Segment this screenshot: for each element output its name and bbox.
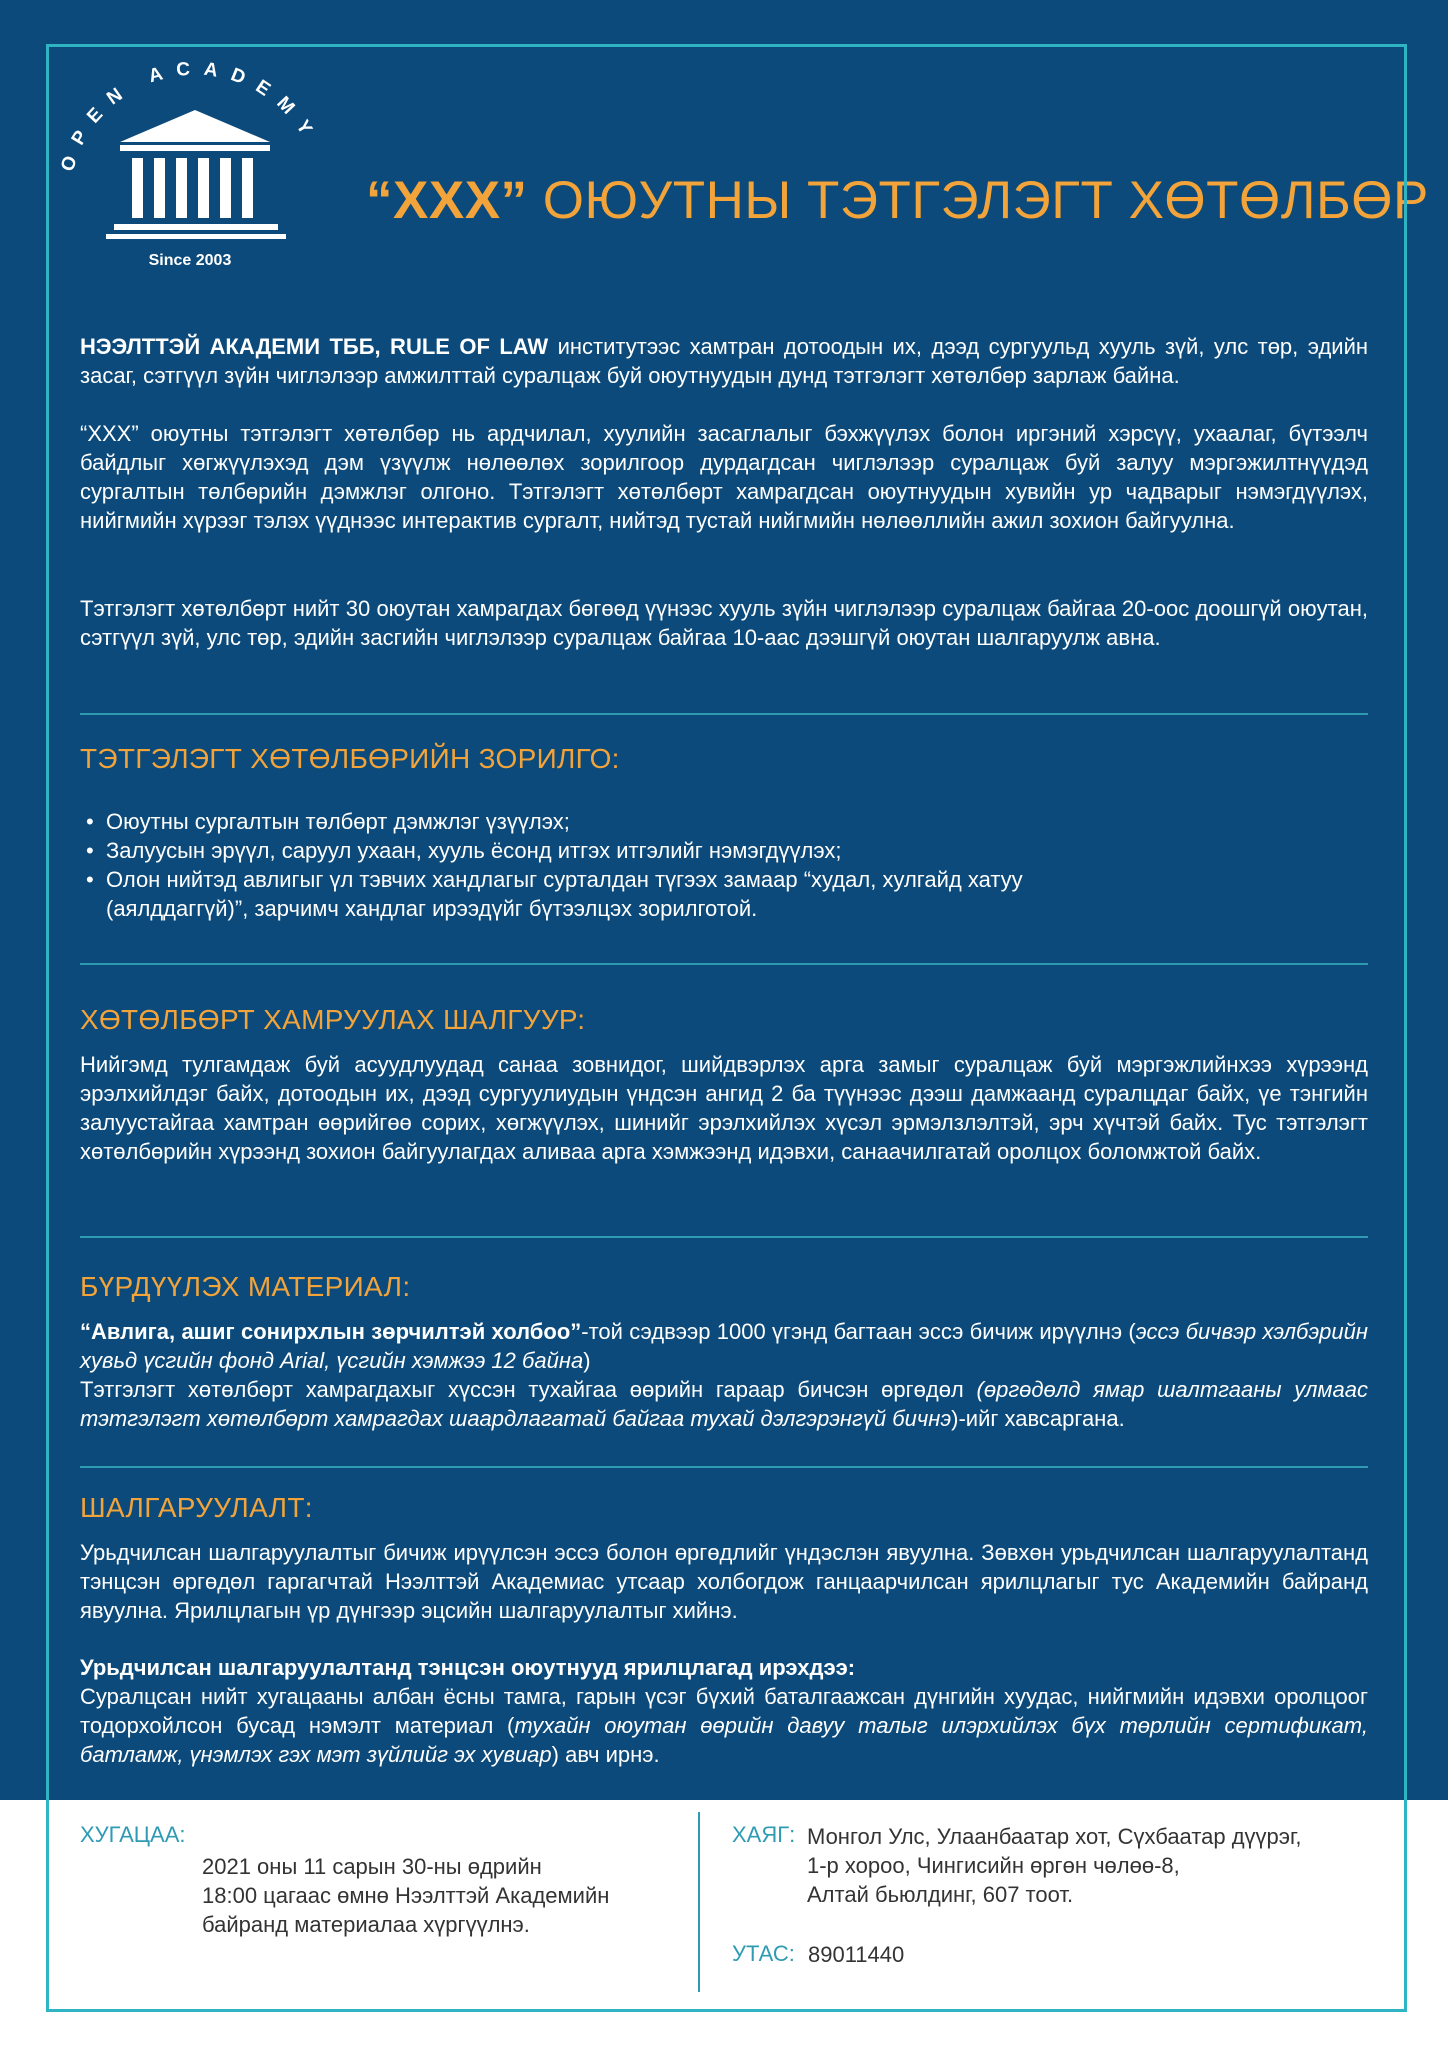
address-text: Монгол Улс, Улаанбаатар хот, Сүхбаатар дүүрэг, 1-р хороо, Чингисийн өргөн чөлөө-8, Алтай бьюлдинг, 607 тоот. (807, 1824, 1302, 1907)
phone-label: УТАС: (732, 1941, 795, 1966)
intro-paragraph-3: Тэтгэлэгт хөтөлбөрт нийт 30 оюутан хамрагдах бөгөөд үүнээс хууль зүйн чиглэлээр суралцаж байгаа 20-оос доошгүй оюутан, сэтгүүл зүй, улс төр, эдийн засгийн чиглэлээр суралцаж байгаа 10-аас дээшгүй оюутан шалгаруулж авна. (80, 596, 1368, 650)
essay-topic: “Авлига, ашиг сонирхлын зөрчилтэй холбоо” (80, 1319, 582, 1344)
address-label: ХАЯГ: (732, 1822, 796, 1847)
selection-heading: ШАЛГАРУУЛАЛТ: (80, 1492, 313, 1523)
materials-paragraph-2: Тэтгэлэгт хөтөлбөрт хамрагдахыг хүссэн тухайгаа өөрийн гараар бичсэн өргөдөл (өргөдөлд ямар шалтгааны улмаас тэтгэлэгт хөтөлбөрт хамрагдах шаардлагатай байгаа тухай дэлгэрэнгүй бичнэ)-ийг хавсаргана. (80, 1377, 1368, 1431)
page-title (366, 170, 1429, 231)
criteria-heading: ХӨТӨЛБӨРТ ХАМРУУЛАХ ШАЛГУУР: (80, 1004, 586, 1035)
list-item: • Оюутны сургалтын төлбөрт дэмжлэг үзүүлэх; (86, 809, 570, 834)
logo-since: Since 2003 (148, 252, 232, 269)
criteria-paragraph: Нийгэмд тулгамдаж буй асуудлуудад санаа зовнидог, шийдвэрлэх арга замыг суралцаж буй мэргэжлийнхээ хүрээнд эрэлхийлдэг байх, дотоодын их, дээд сургуулиудын үндсэн ангид 2 ба түүнээс дээш дамжаанд суралцдаг байх, үе тэнгийн залуустайгаа хамтран өөрийгөө сорих, хөгжүүлэх, шинийг эрэлхийлэх хүсэл эрмэлзлэлтэй, эрч хүчтэй байх. Тус тэтгэлэгт хөтөлбөрийн хүрээнд зохион байгуулагдах аливаа арга хэмжээнд идэвхи, санаачилгатай оролцох боломжтой байх. (80, 1052, 1368, 1164)
divider (80, 713, 1368, 715)
title-quoted: “XXX” (366, 171, 528, 230)
intro-paragraph-2: “XXX” оюутны тэтгэлэгт хөтөлбөр нь ардчилал, хуулийн засаглалыг бэхжүүлэх болон иргэний хэрсүү, ухаалаг, бүтээлч байдлыг хөгжүүлэхэд дэм үзүүлж нөлөөлөх зорилгоор дурдагдсан чиглэлээр суралцаж буй залуу мэргэжилтнүүдэд сургалтын төлбөрийн дэмжлэг олгоно. Тэтгэлэгт хөтөлбөрт хамрагдсан оюутнуудын хувийн ур чадварыг нэмэгдүүлэх, нийгмийн хүрээг тэлэх үүднээс интерактив сургалт, нийтэд тустай нийгмийн нөлөөллийн ажил зохион байгуулна. (80, 421, 1368, 533)
divider (80, 1466, 1368, 1468)
intro-org-names: НЭЭЛТТЭЙ АКАДЕМИ ТББ, RULE OF LAW (80, 334, 549, 359)
goals-list (84, 807, 1284, 923)
deadline-text: 2021 оны 11 сарын 30-ны өдрийн 18:00 цагаас өмнө Нээлттэй Академийн байранд материалаа хүргүүлнэ. (202, 1854, 610, 1937)
list-item: • Залуусын эрүүл, саруул ухаан, хууль ёсонд итгэх итгэлийг нэмэгдүүлэх; (86, 838, 842, 863)
materials-heading: БҮРДҮҮЛЭХ МАТЕРИАЛ: (80, 1271, 411, 1302)
footer-divider (698, 1812, 700, 1992)
deadline-label: ХУГАЦАА: (80, 1822, 186, 1847)
divider (80, 1236, 1368, 1238)
materials-paragraph-1: “Авлига, ашиг сонирхлын зөрчилтэй холбоо”-той сэдвээр 1000 үгэнд багтаан эссэ бичиж ирүүлнэ (эссэ бичвэр хэлбэрийн хувьд үсгийн фонд Arial, үсгийн хэмжээ 12 байна) (80, 1319, 1368, 1373)
divider (80, 963, 1368, 965)
list-item: • Олон нийтэд авлигыг үл тэвчих хандлагыг сурталдан түгээх замаар “худал, хулгайд хатуу (аялддаггүй)”, зарчимч хандлаг ирээдүйг бүтээлцэх зорилготой. (86, 867, 1023, 921)
title-rest: ОЮУТНЫ ТЭТГЭЛЭГТ ХӨТӨЛБӨР (527, 171, 1429, 230)
selection-paragraph-1: Урьдчилсан шалгаруулалтыг бичиж ирүүлсэн эссэ болон өргөдлийг үндэслэн явуулна. Зөвхөн урьдчилсан шалгаруулалтанд тэнцсэн өргөдөл гаргагчтай Нээлттэй Академиас утсаар холбогдож ганцаарчилсан ярилцлагыг тус Академийн байранд явуулна. Ярилцлагын үр дүнгээр эцсийн шалгаруулалтыг хийнэ. (80, 1540, 1368, 1623)
goals-heading: ТЭТГЭЛЭГТ ХӨТӨЛБӨРИЙН ЗОРИЛГО: (80, 743, 620, 774)
intro-paragraph-1 (80, 332, 1368, 390)
intro-p1-text: институтээс хамтран дотоодын их, дээд сургуульд хууль зүй, улс төр, эдийн засаг, сэтгүүл зүйн чиглэлээр амжилттай суралцаж буй оюутнуудын дунд тэтгэлэгт хөтөлбөр зарлаж байна. (80, 334, 1369, 388)
temple-icon (106, 110, 286, 239)
logo-arc-text: OPEN ACADEMY (57, 60, 323, 175)
phone-number: 89011440 (808, 1942, 905, 1967)
selection-paragraph-2: Урьдчилсан шалгаруулалтанд тэнцсэн оюутнууд ярилцлагад ирэхдээ: Суралцсан нийт хугацааны албан ёсны тамга, гарын үсэг бүхий баталгаажсан дүнгийн хуудас, нийгмийн идэвхи оролцоог тодорхойлсон бусад нэмэлт материал (тухайн оюутан өөрийн давуу талыг илэрхийлэх бүх төрлийн сертификат, батламж, үнэмлэх гэх мэт зүйлийг эх хувиар) авч ирнэ. (80, 1655, 1368, 1767)
selection-subheading: Урьдчилсан шалгаруулалтанд тэнцсэн оюутнууд ярилцлагад ирэхдээ: (80, 1655, 856, 1680)
